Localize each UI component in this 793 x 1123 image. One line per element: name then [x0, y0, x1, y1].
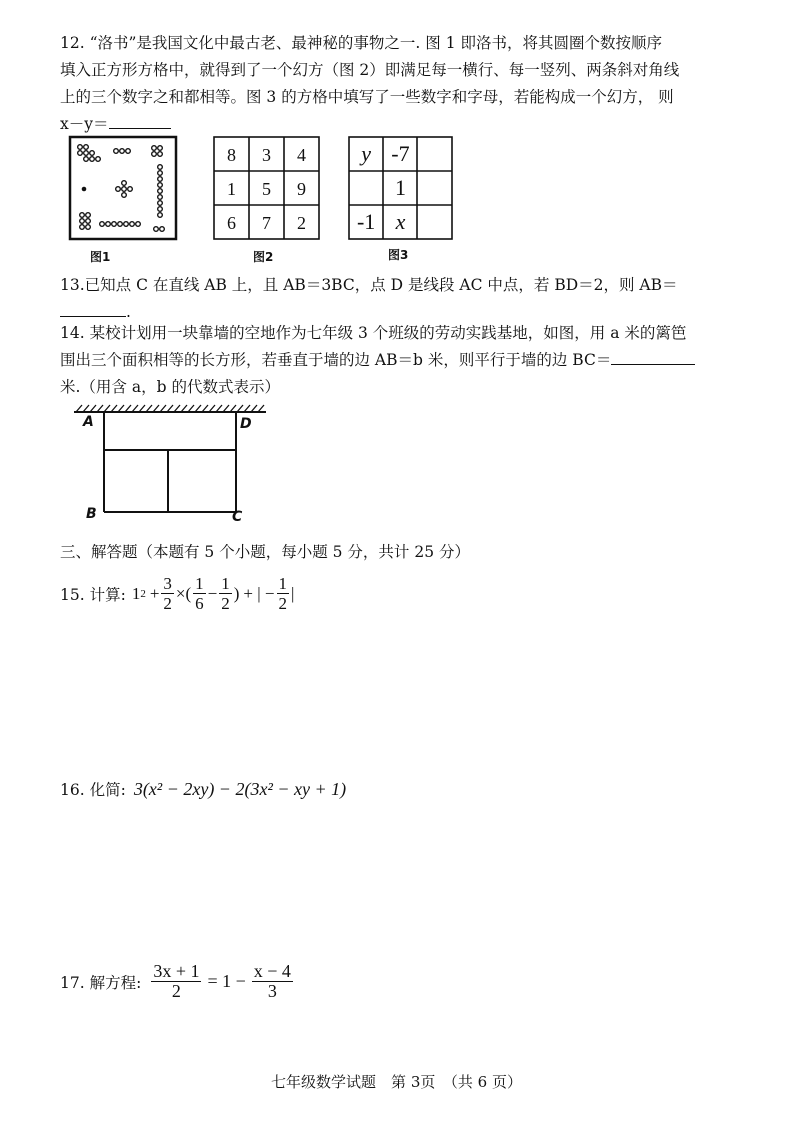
q15-base: 1 — [131, 583, 141, 603]
section-3-heading: 三、解答题（本题有 5 个小题，每小题 5 分，共计 25 分） — [60, 543, 471, 561]
q17-left-den: 2 — [171, 981, 181, 1001]
q15-exponent: 2 — [140, 587, 146, 600]
q17-left-num: 3x + 1 — [153, 961, 200, 981]
q12-expression: x－y＝ — [60, 115, 109, 133]
figure-2-magic-square — [212, 135, 322, 243]
fig2-text-cell-0: 8 — [227, 145, 236, 165]
label-D: D — [240, 416, 252, 432]
fig2-text-cell-5: 9 — [297, 179, 306, 199]
q15-times: ×( — [175, 583, 192, 603]
q16-prefix: 16. 化简: — [60, 781, 126, 799]
question-15 — [60, 574, 294, 613]
fig2-text-cell-1: 3 — [262, 145, 271, 165]
q14-answer-blank — [611, 348, 695, 365]
q13-end: . — [126, 303, 131, 321]
fig2-text-cell-6: 6 — [227, 213, 236, 233]
question-17 — [60, 962, 295, 1001]
wall — [74, 405, 266, 412]
figure-1-luoshu — [68, 135, 180, 243]
q15-frac1-den: 2 — [163, 594, 172, 613]
figure-3-grid — [347, 135, 455, 243]
fig2-text-cell-3: 1 — [227, 179, 236, 199]
q12-line1: 12. “洛书”是我国文化中最古老、最神秘的事物之一. 图 1 即洛书，将其圆圈个数按顺序 — [60, 34, 662, 52]
label-A: A — [83, 414, 94, 430]
fig3-text-cell-6: -1 — [356, 209, 376, 234]
q15-frac3-den: 2 — [221, 594, 230, 613]
fence — [104, 412, 236, 512]
question-16 — [60, 778, 346, 800]
q15-frac2-den: 6 — [195, 594, 204, 613]
q17-prefix: 17. 解方程: — [60, 973, 142, 992]
question-12 — [60, 30, 700, 138]
q12-answer-blank — [109, 112, 171, 129]
fig3-text-cell-1: -7 — [391, 141, 410, 166]
label-B: B — [86, 506, 97, 522]
q17-right-den: 3 — [267, 981, 277, 1001]
q15-frac4-num: 1 — [278, 574, 287, 593]
q15-abs-open: + | − — [243, 583, 275, 603]
q14-line3: 米.（用含 a，b 的代数式表示） — [60, 378, 280, 396]
question-14 — [60, 320, 700, 401]
q15-frac1-num: 3 — [163, 574, 172, 593]
q12-line3: 上的三个数字之和都相等。图 3 的方格中填写了一些数字和字母，若能构成一个幻方， 则 — [60, 88, 674, 106]
q17-right-num: x − 4 — [253, 961, 291, 981]
fig2-text-cell-8: 2 — [297, 213, 306, 233]
q15-frac3-num: 1 — [221, 574, 230, 593]
q15-prefix: 15. 计算: — [60, 585, 126, 604]
q12-line2: 填入正方形方格中，就得到了一个幻方（图 2）即满足每一横行、每一竖列、两条斜对角线 — [60, 61, 680, 79]
question-13 — [60, 272, 700, 326]
page-footer: 七年级数学试题 第 3页 （共 6 页） — [271, 1073, 522, 1091]
q15-abs-close: | — [291, 583, 295, 603]
q17-equals: = 1 − — [207, 971, 246, 991]
fig2-text-cell-2: 4 — [297, 145, 306, 165]
q13-answer-blank — [60, 300, 126, 317]
fig3-text-cell-7: x — [395, 209, 406, 234]
fig3-text-cell-4: 1 — [394, 175, 406, 200]
fig2-text-cell-7: 7 — [262, 213, 271, 233]
fig3-text-cell-0: y — [361, 141, 372, 166]
q15-frac4-den: 2 — [278, 594, 287, 613]
q16-expression: 3(x² − 2xy) − 2(3x² − xy + 1) — [133, 778, 347, 799]
q15-frac2-num: 1 — [195, 574, 204, 593]
q14-line2: 围出三个面积相等的长方形，若垂直于墙的边 AB＝b 米，则平行于墙的边 BC＝ — [60, 351, 612, 369]
label-C: C — [232, 509, 243, 525]
q15-minus: − — [207, 583, 218, 603]
fig2-text-cell-4: 5 — [262, 179, 271, 199]
figure-2-caption: 图2 — [253, 250, 274, 264]
q15-plus: + — [149, 583, 160, 603]
q13-text: 13.已知点 C 在直线 AB 上，且 AB＝3BC，点 D 是线段 AC 中点，若 BD＝2，则 AB＝ — [60, 276, 678, 294]
figure-1-caption: 图1 — [90, 250, 111, 264]
figure-3-caption: 图3 — [388, 248, 409, 262]
q15-close-paren: ) — [233, 583, 240, 603]
q14-line1: 14. 某校计划用一块靠墙的空地作为七年级 3 个班级的劳动实践基地，如图，用 a 米的篱笆 — [60, 324, 687, 342]
